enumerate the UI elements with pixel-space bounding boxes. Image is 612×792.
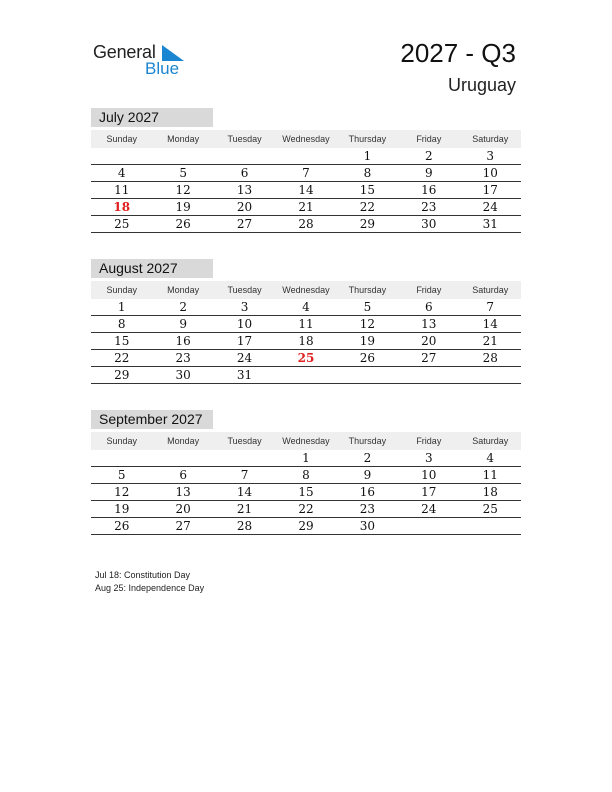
week-row	[91, 467, 521, 484]
weekday-label: Wednesday	[282, 436, 330, 446]
day-cell: 7	[302, 166, 310, 180]
day-cell: 12	[175, 183, 191, 197]
day-cell: 13	[421, 317, 437, 331]
month-weeks	[91, 299, 521, 384]
day-cell: 5	[117, 468, 126, 482]
day-cell: 31	[236, 368, 253, 382]
day-cell: 1	[117, 300, 126, 314]
week-row	[91, 484, 521, 501]
day-cell: 21	[298, 200, 314, 214]
week-row	[91, 450, 521, 467]
day-cell: 29	[114, 368, 130, 382]
day-cell	[275, 367, 336, 383]
week-row	[91, 333, 521, 350]
weekday-label: Monday	[167, 134, 200, 144]
day-cell: 9	[179, 317, 187, 331]
day-cell: 25	[114, 217, 130, 231]
day-cell: 10	[482, 166, 498, 180]
day-cell: 14	[236, 485, 253, 499]
day-cell: 2	[425, 149, 433, 163]
day-cell: 17	[482, 183, 498, 197]
week-row	[91, 299, 521, 316]
day-cell: 7	[240, 468, 249, 482]
day-cell	[275, 148, 336, 164]
day-cell: 13	[175, 485, 191, 499]
day-cell: 28	[482, 351, 498, 365]
week-row	[91, 216, 521, 233]
week-row	[91, 350, 521, 367]
weekday-header	[91, 432, 521, 450]
day-cell: 5	[363, 300, 372, 314]
weekday-label: Tuesday	[227, 436, 262, 446]
day-cell	[214, 148, 275, 164]
weekday-label: Saturday	[472, 285, 509, 295]
holiday-day-cell: 25	[297, 351, 315, 365]
day-cell: 16	[421, 183, 437, 197]
month-label: September 2027	[91, 410, 213, 429]
day-cell: 23	[359, 502, 376, 516]
day-cell: 11	[482, 468, 498, 482]
day-cell: 2	[179, 300, 187, 314]
day-cell: 10	[421, 468, 437, 482]
day-cell: 29	[298, 519, 314, 533]
weekday-label: Tuesday	[227, 134, 262, 144]
day-cell: 27	[236, 217, 253, 231]
day-cell: 18	[482, 485, 498, 499]
weekday-label: Friday	[416, 436, 442, 446]
day-cell: 20	[421, 334, 437, 348]
day-cell: 19	[359, 334, 376, 348]
weekday-label: Sunday	[106, 285, 137, 295]
day-cell	[460, 518, 521, 534]
day-cell: 2	[363, 451, 372, 465]
day-cell: 19	[175, 200, 191, 214]
day-cell: 9	[363, 468, 372, 482]
day-cell	[152, 148, 213, 164]
weekday-label: Sunday	[106, 134, 137, 144]
week-row	[91, 165, 521, 182]
day-cell: 26	[175, 217, 191, 231]
day-cell	[214, 450, 275, 466]
weekday-label: Friday	[416, 134, 442, 144]
week-row	[91, 199, 521, 216]
month-september	[91, 410, 521, 535]
month-label: July 2027	[91, 108, 213, 127]
weekday-header	[91, 281, 521, 299]
day-cell: 4	[117, 166, 126, 180]
holiday-notes	[95, 569, 204, 595]
day-cell: 8	[363, 166, 372, 180]
day-cell: 24	[236, 351, 253, 365]
logo-text-general: General	[93, 42, 156, 62]
country-name: Uruguay	[447, 75, 516, 95]
day-cell: 10	[236, 317, 253, 331]
week-row	[91, 148, 521, 165]
day-cell: 22	[298, 502, 314, 516]
day-cell: 11	[298, 317, 314, 331]
day-cell: 4	[486, 451, 495, 465]
day-cell: 15	[359, 183, 376, 197]
day-cell	[460, 367, 521, 383]
weekday-label: Thursday	[348, 436, 387, 446]
day-cell: 12	[114, 485, 130, 499]
day-cell: 30	[421, 217, 437, 231]
day-cell: 3	[425, 451, 433, 465]
day-cell: 27	[175, 519, 191, 533]
weekday-label: Thursday	[348, 285, 387, 295]
day-cell: 7	[486, 300, 495, 314]
day-cell: 21	[236, 502, 253, 516]
day-cell: 31	[482, 217, 498, 231]
day-cell: 21	[482, 334, 498, 348]
day-cell: 27	[421, 351, 437, 365]
logo-text-blue: Blue	[145, 59, 180, 78]
day-cell: 23	[421, 200, 437, 214]
holiday-note: Jul 18: Constitution Day	[95, 570, 191, 580]
day-cell: 29	[359, 217, 376, 231]
day-cell	[91, 450, 152, 466]
week-row	[91, 182, 521, 199]
day-cell: 8	[117, 317, 126, 331]
day-cell: 14	[482, 317, 498, 331]
day-cell: 22	[359, 200, 376, 214]
month-label: August 2027	[91, 259, 213, 278]
day-cell: 14	[298, 183, 314, 197]
weekday-label: Sunday	[106, 436, 137, 446]
day-cell: 3	[240, 300, 249, 314]
day-cell: 6	[240, 166, 249, 180]
day-cell	[152, 450, 213, 466]
day-cell	[337, 367, 398, 383]
day-cell: 16	[175, 334, 191, 348]
day-cell	[398, 367, 459, 383]
day-cell: 1	[302, 451, 310, 465]
holiday-day-cell: 18	[113, 200, 131, 214]
month-august	[91, 259, 521, 384]
day-cell: 24	[421, 502, 437, 516]
day-cell: 28	[236, 519, 253, 533]
day-cell	[91, 148, 152, 164]
month-weeks	[91, 148, 521, 233]
day-cell: 12	[359, 317, 376, 331]
weekday-header	[91, 130, 521, 148]
day-cell	[398, 518, 459, 534]
day-cell: 26	[359, 351, 376, 365]
weekday-label: Thursday	[348, 134, 387, 144]
day-cell: 13	[236, 183, 253, 197]
weekday-label: Saturday	[472, 436, 509, 446]
day-cell: 30	[359, 519, 376, 533]
day-cell: 17	[236, 334, 253, 348]
day-cell: 20	[236, 200, 253, 214]
day-cell: 6	[425, 300, 433, 314]
day-cell: 3	[486, 149, 495, 163]
page-title: 2027 - Q3	[400, 38, 516, 68]
day-cell: 22	[114, 351, 130, 365]
day-cell: 15	[114, 334, 130, 348]
weekday-label: Wednesday	[282, 285, 330, 295]
day-cell: 19	[114, 502, 130, 516]
week-row	[91, 316, 521, 333]
day-cell: 6	[179, 468, 187, 482]
day-cell: 30	[175, 368, 191, 382]
month-weeks	[91, 450, 521, 535]
day-cell: 18	[298, 334, 314, 348]
holiday-note: Aug 25: Independence Day	[95, 583, 205, 593]
day-cell: 23	[175, 351, 191, 365]
day-cell: 1	[363, 149, 372, 163]
day-cell: 28	[298, 217, 314, 231]
week-row	[91, 367, 521, 384]
weekday-label: Friday	[416, 285, 442, 295]
week-row	[91, 518, 521, 535]
day-cell: 24	[482, 200, 498, 214]
day-cell: 17	[421, 485, 437, 499]
day-cell: 25	[482, 502, 498, 516]
day-cell: 5	[179, 166, 187, 180]
day-cell: 11	[114, 183, 130, 197]
day-cell: 4	[302, 300, 310, 314]
weekday-label: Monday	[167, 285, 200, 295]
day-cell: 26	[114, 519, 130, 533]
day-cell: 8	[302, 468, 310, 482]
weekday-label: Wednesday	[282, 134, 330, 144]
generalblue-logo	[93, 40, 193, 80]
weekday-label: Monday	[167, 436, 200, 446]
weekday-label: Tuesday	[227, 285, 262, 295]
day-cell: 16	[359, 485, 376, 499]
day-cell: 9	[425, 166, 433, 180]
day-cell: 20	[175, 502, 191, 516]
month-july	[91, 108, 521, 233]
week-row	[91, 501, 521, 518]
day-cell: 15	[298, 485, 314, 499]
weekday-label: Saturday	[472, 134, 509, 144]
